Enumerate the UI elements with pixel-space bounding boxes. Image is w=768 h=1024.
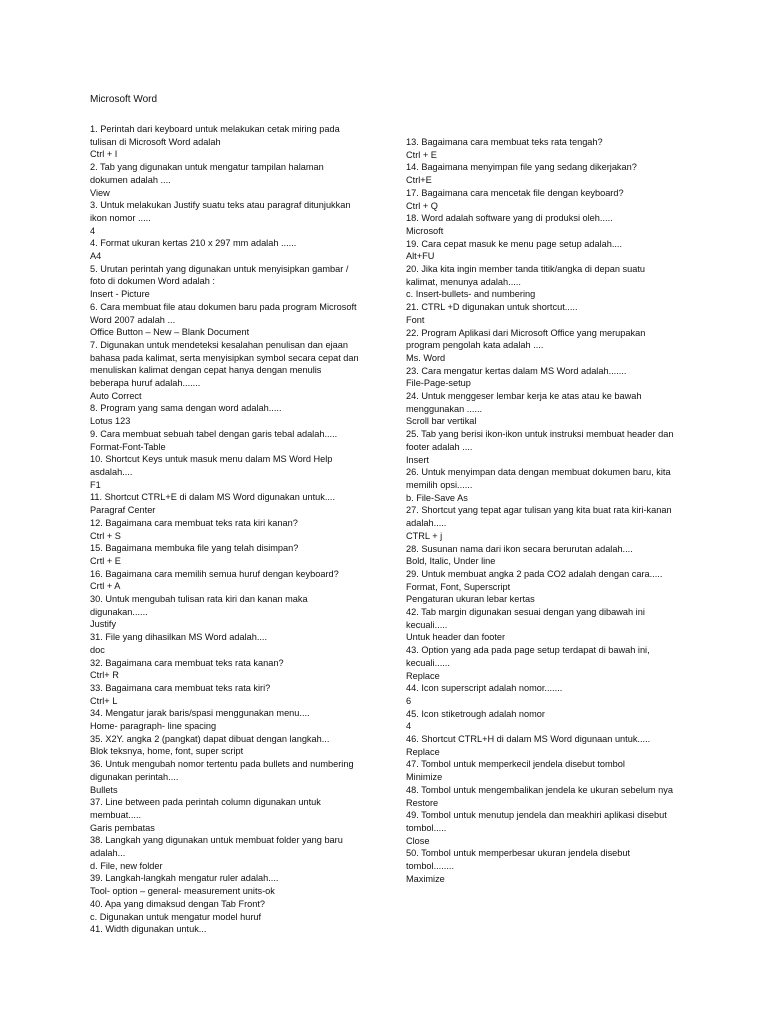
text-line: 38. Langkah yang digunakan untuk membuat folder yang baru	[90, 835, 343, 846]
text-line: Home- paragraph- line spacing	[90, 721, 217, 732]
text-line: memilih opsi......	[406, 479, 473, 490]
text-line: 7. Digunakan untuk mendeteksi kesalahan penulisan dan ejaan	[90, 339, 348, 350]
text-line: Ctrl + S	[90, 530, 121, 541]
text-line: 35. X2Y. angka 2 (pangkat) dapat dibuat dengan langkah...	[90, 733, 330, 744]
text-line: adalah...	[90, 848, 126, 859]
text-line: 27. Shortcut yang tepat agar tulisan yang kita buat rata kiri-kanan	[406, 505, 672, 516]
text-line: Auto Correct	[90, 390, 142, 401]
text-line: Lotus 123	[90, 416, 131, 427]
text-line: Justify	[90, 619, 117, 630]
text-line: Ctrl+ R	[90, 670, 119, 681]
text-line: CTRL + j	[406, 530, 443, 541]
text-line: Font	[406, 314, 425, 325]
text-line: Ms. Word	[406, 352, 446, 363]
text-line: 21. CTRL +D digunakan untuk shortcut.....	[406, 302, 578, 313]
text-line: File-Page-setup	[406, 378, 471, 389]
text-line: tombol.....	[406, 822, 447, 833]
text-line: c. Insert-bullets- and numbering	[406, 289, 536, 300]
text-line: 25. Tab yang berisi ikon-ikon untuk instruksi membuat header dan	[406, 429, 674, 440]
text-line: Garis pembatas	[90, 822, 155, 833]
text-line: footer adalah ....	[406, 441, 473, 452]
text-line: Ctrl + I	[90, 149, 118, 160]
text-line: Close	[406, 835, 430, 846]
text-line: 6	[406, 695, 412, 706]
text-line: Bold, Italic, Under line	[406, 556, 496, 567]
text-line: 47. Tombol untuk memperkecil jendela disebut tombol	[406, 759, 625, 770]
text-line: 18. Word adalah software yang di produksi oleh.....	[406, 213, 613, 224]
text-line: b. File-Save As	[406, 492, 468, 503]
text-line: Maximize	[406, 873, 445, 884]
text-line: kalimat, menunya adalah.....	[406, 276, 521, 287]
text-line: 40. Apa yang dimaksud dengan Tab Front?	[90, 898, 266, 909]
text-line: 11. Shortcut CTRL+E di dalam MS Word digunakan untuk....	[90, 492, 336, 503]
text-line: 41. Width digunakan untuk...	[90, 924, 207, 935]
text-line: kecuali......	[406, 657, 450, 668]
text-line: Restore	[406, 797, 439, 808]
text-line: 30. Untuk mengubah tulisan rata kiri dan kanan maka	[90, 594, 308, 605]
text-line: 4	[406, 721, 412, 732]
text-line: digunakan perintah....	[90, 771, 179, 782]
text-line: 33. Bagaimana cara membuat teks rata kiri?	[90, 682, 271, 693]
text-line: 32. Bagaimana cara membuat teks rata kanan?	[90, 657, 284, 668]
text-line: 12. Bagaimana cara membuat teks rata kiri kanan?	[90, 517, 298, 528]
text-line: 49. Tombol untuk menutup jendela dan meakhiri aplikasi disebut	[406, 810, 667, 821]
text-line: Bullets	[90, 784, 118, 795]
text-line: F1	[90, 479, 101, 490]
text-line: 4	[90, 225, 96, 236]
text-line: 50. Tombol untuk memperbesar ukuran jendela disebut	[406, 848, 631, 859]
right-column	[406, 136, 706, 885]
text-line: 29. Untuk membuat angka 2 pada CO2 adalah dengan cara.....	[406, 568, 663, 579]
text-line: Ctrl+E	[406, 175, 432, 186]
text-line: 44. Icon superscript adalah nomor.......	[406, 683, 563, 694]
text-line: 13. Bagaimana cara membuat teks rata tengah?	[406, 137, 603, 147]
text-line: Insert	[406, 454, 429, 465]
text-line: 28. Susunan nama dari ikon secara berurutan adalah....	[406, 543, 633, 554]
text-line: digunakan......	[90, 606, 148, 617]
text-line: 3. Untuk melakukan Justify suatu teks atau paragraf ditunjukkan	[90, 200, 351, 211]
text-line: 10. Shortcut Keys untuk masuk menu dalam MS Word Help	[90, 454, 333, 465]
text-line: Tool- option – general- measurement units-ok	[90, 886, 275, 897]
text-line: 17. Bagaimana cara mencetak file dengan keyboard?	[406, 187, 624, 198]
text-line: 43. Option yang ada pada page setup terdapat di bawah ini,	[406, 645, 650, 656]
text-line: 14. Bagaimana menyimpan file yang sedang dikerjakan?	[406, 162, 637, 173]
text-line: Office Button – New – Blank Document	[90, 327, 250, 338]
text-line: asdalah....	[90, 466, 133, 477]
text-line: ikon nomor .....	[90, 212, 151, 223]
text-line: c. Digunakan untuk mengatur model huruf	[90, 911, 262, 922]
text-line: beberapa huruf adalah.......	[90, 378, 201, 389]
text-line: 1. Perintah dari keyboard untuk melakukan cetak miring pada	[90, 124, 340, 134]
text-line: Word 2007 adalah ...	[90, 314, 176, 325]
text-line: 23. Cara mengatur kertas dalam MS Word adalah.......	[406, 365, 627, 376]
text-line: Ctrl + Q	[406, 200, 438, 211]
text-line: Replace	[406, 746, 440, 757]
text-line: Blok teksnya, home, font, super script	[90, 746, 244, 757]
text-line: Untuk header dan footer	[406, 632, 506, 643]
text-line: Pengaturan ukuran lebar kertas	[406, 594, 535, 605]
text-line: doc	[90, 644, 105, 655]
text-line: 26. Untuk menyimpan data dengan membuat dokumen baru, kita	[406, 467, 671, 478]
text-line: Insert - Picture	[90, 289, 150, 300]
text-line: 46. Shortcut CTRL+H di dalam MS Word digunaan untuk.....	[406, 734, 651, 745]
text-line: Alt+FU	[406, 251, 435, 262]
text-line: program pengolah kata adalah ....	[406, 340, 544, 351]
text-line: adalah.....	[406, 518, 447, 529]
text-line: 48. Tombol untuk mengembalikan jendela ke ukuran sebelum nya	[406, 784, 673, 795]
text-line: 16. Bagaimana cara memilih semua huruf dengan keyboard?	[90, 568, 339, 579]
text-line: kecuali.....	[406, 619, 448, 630]
text-line: 19. Cara cepat masuk ke menu page setup adalah....	[406, 238, 623, 249]
text-line: Microsoft	[406, 225, 444, 236]
text-line: 34. Mengatur jarak baris/spasi menggunakan menu....	[90, 708, 310, 719]
text-line: tombol........	[406, 861, 454, 872]
text-line: Format-Font-Table	[90, 441, 166, 452]
text-line: 9. Cara membuat sebuah tabel dengan garis tebal adalah.....	[90, 428, 338, 439]
text-line: 8. Program yang sama dengan word adalah.....	[90, 403, 282, 414]
text-line: dokumen adalah ....	[90, 174, 171, 185]
text-line: 4. Format ukuran kertas 210 x 297 mm adalah ......	[90, 238, 297, 249]
text-line: 6. Cara membuat file atau dokumen baru pada program Microsoft	[90, 301, 357, 312]
text-line: menggunakan ......	[406, 403, 483, 414]
text-line: bahasa pada kalimat, serta menyisipkan symbol secara cepat dan	[90, 352, 359, 363]
text-line: tulisan di Microsoft Word adalah	[90, 136, 221, 147]
text-line: 22. Program Aplikasi dari Microsoft Office yang merupakan	[406, 327, 646, 338]
text-line: A4	[90, 251, 102, 262]
text-line: 20. Jika kita ingin member tanda titik/angka di depan suatu	[406, 264, 646, 275]
text-line: Ctrl+ L	[90, 695, 118, 706]
left-column	[90, 123, 385, 936]
text-line: Crtl + E	[90, 555, 121, 566]
text-line: foto di dokumen Word adalah :	[90, 276, 215, 287]
text-line: menuliskan kalimat dengan cepat hanya dengan menulis	[90, 365, 322, 376]
text-line: Crtl + A	[90, 581, 121, 592]
text-line: Format, Font, Superscript	[406, 581, 511, 592]
text-line: 31. File yang dihasilkan MS Word adalah....	[90, 632, 268, 643]
text-line: 42. Tab margin digunakan sesuai dengan yang dibawah ini	[406, 607, 645, 618]
text-line: 36. Untuk mengubah nomor tertentu pada bullets and numbering	[90, 759, 354, 770]
text-line: Minimize	[406, 772, 443, 783]
text-line: 39. Langkah-langkah mengatur ruler adalah....	[90, 873, 279, 884]
text-line: Ctrl + E	[406, 149, 437, 160]
text-line: 5. Urutan perintah yang digunakan untuk menyisipkan gambar /	[90, 263, 349, 274]
text-line: 15. Bagaimana membuka file yang telah disimpan?	[90, 543, 299, 554]
text-line: View	[90, 187, 110, 198]
text-line: Replace	[406, 670, 440, 681]
text-line: d. File, new folder	[90, 860, 163, 871]
text-line: Scroll bar vertikal	[406, 416, 477, 427]
text-line: 2. Tab yang digunakan untuk mengatur tampilan halaman	[90, 162, 324, 173]
text-line: membuat.....	[90, 809, 142, 820]
page-title: Microsoft Word	[90, 94, 158, 105]
text-line: 37. Line between pada perintah column digunakan untuk	[90, 797, 321, 808]
text-line: 24. Untuk menggeser lembar kerja ke atas atau ke bawah	[406, 391, 642, 402]
text-line: Paragraf Center	[90, 505, 156, 516]
text-line: 45. Icon stiketrough adalah nomor	[406, 708, 545, 719]
